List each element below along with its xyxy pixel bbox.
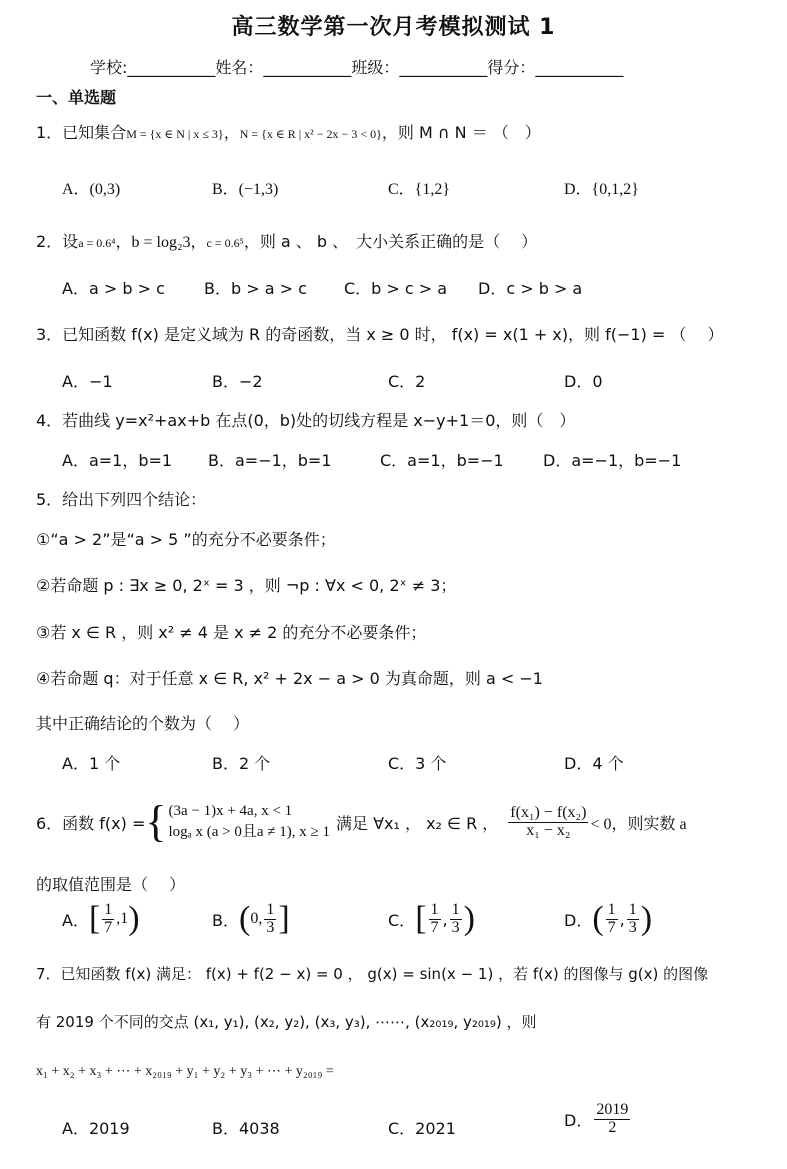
q6-c-label: C． bbox=[388, 910, 416, 930]
q7-option-b: B．4038 bbox=[212, 1119, 280, 1138]
q5-ask: 其中正确结论的个数为（ ） bbox=[36, 714, 250, 733]
question-6-stem bbox=[36, 792, 687, 852]
q6-c-d2: 3 bbox=[451, 918, 460, 936]
q6-suffix: < 0，则实数 a bbox=[590, 815, 687, 833]
q6-a-label: A． bbox=[62, 910, 89, 930]
question-1-stem bbox=[36, 120, 541, 143]
q5-option-d: D．4 个 bbox=[564, 754, 624, 773]
question-7-line-2: 有 2019 个不同的交点 (x₁, y₁), (x₂, y₂), (x₃, y₃), ⋯⋯, (x₂₀₁₉, y₂₀₁₉) ，则 bbox=[36, 1013, 537, 1031]
q2-a: a = 0.6⁴ bbox=[78, 236, 116, 250]
q6-option-d: D． ( $\frac{1}{7}$ , $\frac{1}{3}$ ) bbox=[564, 900, 653, 938]
q7-option-a: A．2019 bbox=[62, 1119, 130, 1138]
q7-d-label: D． bbox=[564, 1110, 593, 1130]
q5-statement-2: ②若命题 p : ∃x ≥ 0, 2ˣ = 3 ，则 ¬p : ∀x < 0, 2ˣ ≠ 3； bbox=[36, 576, 457, 595]
q2-prefix: 2．设 bbox=[36, 232, 79, 251]
question-7-line-1: 7．已知函数 f(x) 满足： f(x) + f(2 − x) = 0 ， g(x) = sin(x − 1) ，若 f(x) 的图像与 g(x) 的图像 bbox=[36, 965, 709, 983]
q1-option-a: A．(0,3) bbox=[62, 181, 121, 198]
q6-case-2: logₐ x (a > 0且a ≠ 1), x ≥ 1 bbox=[168, 824, 330, 840]
q6-c-n2: 1 bbox=[451, 901, 460, 918]
q1-option-c: C．{1,2} bbox=[388, 181, 451, 198]
q3-option-a: A．−1 bbox=[62, 372, 113, 391]
q2-option-b: B．b > a > c bbox=[204, 279, 307, 298]
q3-option-d: D．0 bbox=[564, 372, 603, 391]
question-7-line-3: x₁ + x₂ + x₃ + ⋯ + x₂₀₁₉ + y₁ + y₂ + y₃ + ⋯ + y₂₀₁₉ = bbox=[36, 1064, 334, 1079]
q6-a-den: 7 bbox=[104, 918, 113, 936]
q6-c-d1: 7 bbox=[430, 918, 439, 936]
q7-d-num: 2019 bbox=[596, 1101, 629, 1118]
q4-option-d: D．a=−1，b=−1 bbox=[543, 451, 682, 470]
section-heading: 一、单选题 bbox=[36, 88, 117, 107]
q4-option-c: C．a=1，b=−1 bbox=[380, 451, 504, 470]
q6-brace: { bbox=[145, 797, 167, 846]
q6-mid: 满足 ∀x₁ ， x₂ ∈ R ， bbox=[335, 813, 499, 833]
q2-suffix: ，则 a 、 b 、 大小关系正确的是（ ） bbox=[243, 232, 538, 251]
q5-statement-3: ③若 x ∈ R ，则 x² ≠ 4 是 x ≠ 2 的充分不必要条件； bbox=[36, 623, 427, 642]
q6-b-den: 3 bbox=[266, 918, 275, 936]
q2-option-a: A．a > b > c bbox=[62, 279, 165, 298]
q6-fraction-num: f(x₁) − f(x₂) bbox=[510, 803, 587, 821]
q6-d-n2: 1 bbox=[628, 901, 637, 918]
q1-suffix: ，则 M ∩ N ＝ （ ） bbox=[381, 123, 541, 142]
q6-b-num: 1 bbox=[266, 901, 275, 918]
q3-option-b: B．−2 bbox=[212, 372, 263, 391]
question-5-stem: 5．给出下列四个结论： bbox=[36, 490, 207, 509]
q6-d-label: D． bbox=[564, 910, 593, 930]
q4-option-a: A．a=1，b=1 bbox=[62, 451, 173, 470]
question-2-stem: 2．设a = 0.6⁴，b = log₂3，c = 0.6⁵，则 a 、 b 、 大小关系正确的是（ ） bbox=[36, 232, 538, 251]
q6-b-label: B． bbox=[212, 910, 239, 930]
q6-a-rest: ,1 bbox=[116, 910, 129, 928]
q6-option-b: B． ( 0, $\frac{1}{3}$ ] bbox=[212, 900, 290, 938]
q2-option-d: D．c > b > a bbox=[478, 279, 583, 298]
q4-option-b: B．a=−1，b=1 bbox=[208, 451, 332, 470]
q2-b: b = log₂3 bbox=[131, 234, 191, 251]
q7-d-den: 2 bbox=[608, 1118, 617, 1136]
q7-option-c: C．2021 bbox=[388, 1119, 456, 1138]
q5-option-a: A．1 个 bbox=[62, 754, 121, 773]
q5-option-b: B．2 个 bbox=[212, 754, 271, 773]
q5-option-c: C．3 个 bbox=[388, 754, 447, 773]
q2-c: c = 0.6⁵ bbox=[206, 236, 244, 250]
q6-fraction-den: x₁ − x₂ bbox=[526, 821, 571, 839]
q5-statement-1: ①“a > 2”是“a > 5 ”的充分不必要条件； bbox=[36, 530, 336, 549]
q6-option-c: C． [ $\frac{1}{7}$ , $\frac{1}{3}$ ) bbox=[388, 900, 475, 938]
student-info-line: 学校:___________姓名：___________班级：___________得分：___________ bbox=[90, 58, 624, 77]
q6-prefix: 6．函数 f(x) = bbox=[36, 813, 146, 833]
q1-option-d: D．{0,1,2} bbox=[564, 181, 639, 198]
q2-option-c: C．b > c > a bbox=[344, 279, 448, 298]
q7-option-d bbox=[564, 1102, 632, 1137]
q6-d-n1: 1 bbox=[607, 901, 616, 918]
q6-a-num: 1 bbox=[104, 901, 113, 918]
question-3-stem: 3．已知函数 f(x) 是定义域为 R 的奇函数，当 x ≥ 0 时， f(x) = x(1 + x)，则 f(−1) = （ ） bbox=[36, 325, 724, 344]
q6-option-a: A． [ $\frac{1}{7}$ ,1 ) bbox=[62, 900, 140, 938]
q6-case-1: (3a − 1)x + 4a, x < 1 bbox=[168, 803, 293, 819]
q6-line-2: 的取值范围是（ ） bbox=[36, 875, 186, 894]
q6-c-n1: 1 bbox=[430, 901, 439, 918]
q1-prefix: 1．已知集合 bbox=[36, 123, 127, 142]
q3-option-c: C．2 bbox=[388, 372, 426, 391]
q6-b-pre: 0, bbox=[250, 910, 263, 928]
q6-fraction bbox=[508, 805, 588, 840]
question-4-stem: 4．若曲线 y=x²+ax+b 在点(0，b)处的切线方程是 x−y+1＝0，则（ ） bbox=[36, 411, 576, 430]
q6-d-d2: 3 bbox=[628, 918, 637, 936]
q1-set-n: N = {x ∈ R | x² − 2x − 3 < 0} bbox=[239, 127, 382, 141]
q1-sep: ， bbox=[223, 123, 240, 142]
q6-piecewise bbox=[168, 801, 330, 843]
page-title: 高三数学第一次月考模拟测试 1 bbox=[231, 15, 556, 40]
q1-set-m: M = {x ∈ N | x ≤ 3} bbox=[126, 127, 224, 141]
q6-d-d1: 7 bbox=[607, 918, 616, 936]
q5-statement-4: ④若命题 q：对于任意 x ∈ R, x² + 2x − a > 0 为真命题，则 a < −1 bbox=[36, 669, 543, 688]
q1-option-b: B．(−1,3) bbox=[212, 181, 279, 198]
